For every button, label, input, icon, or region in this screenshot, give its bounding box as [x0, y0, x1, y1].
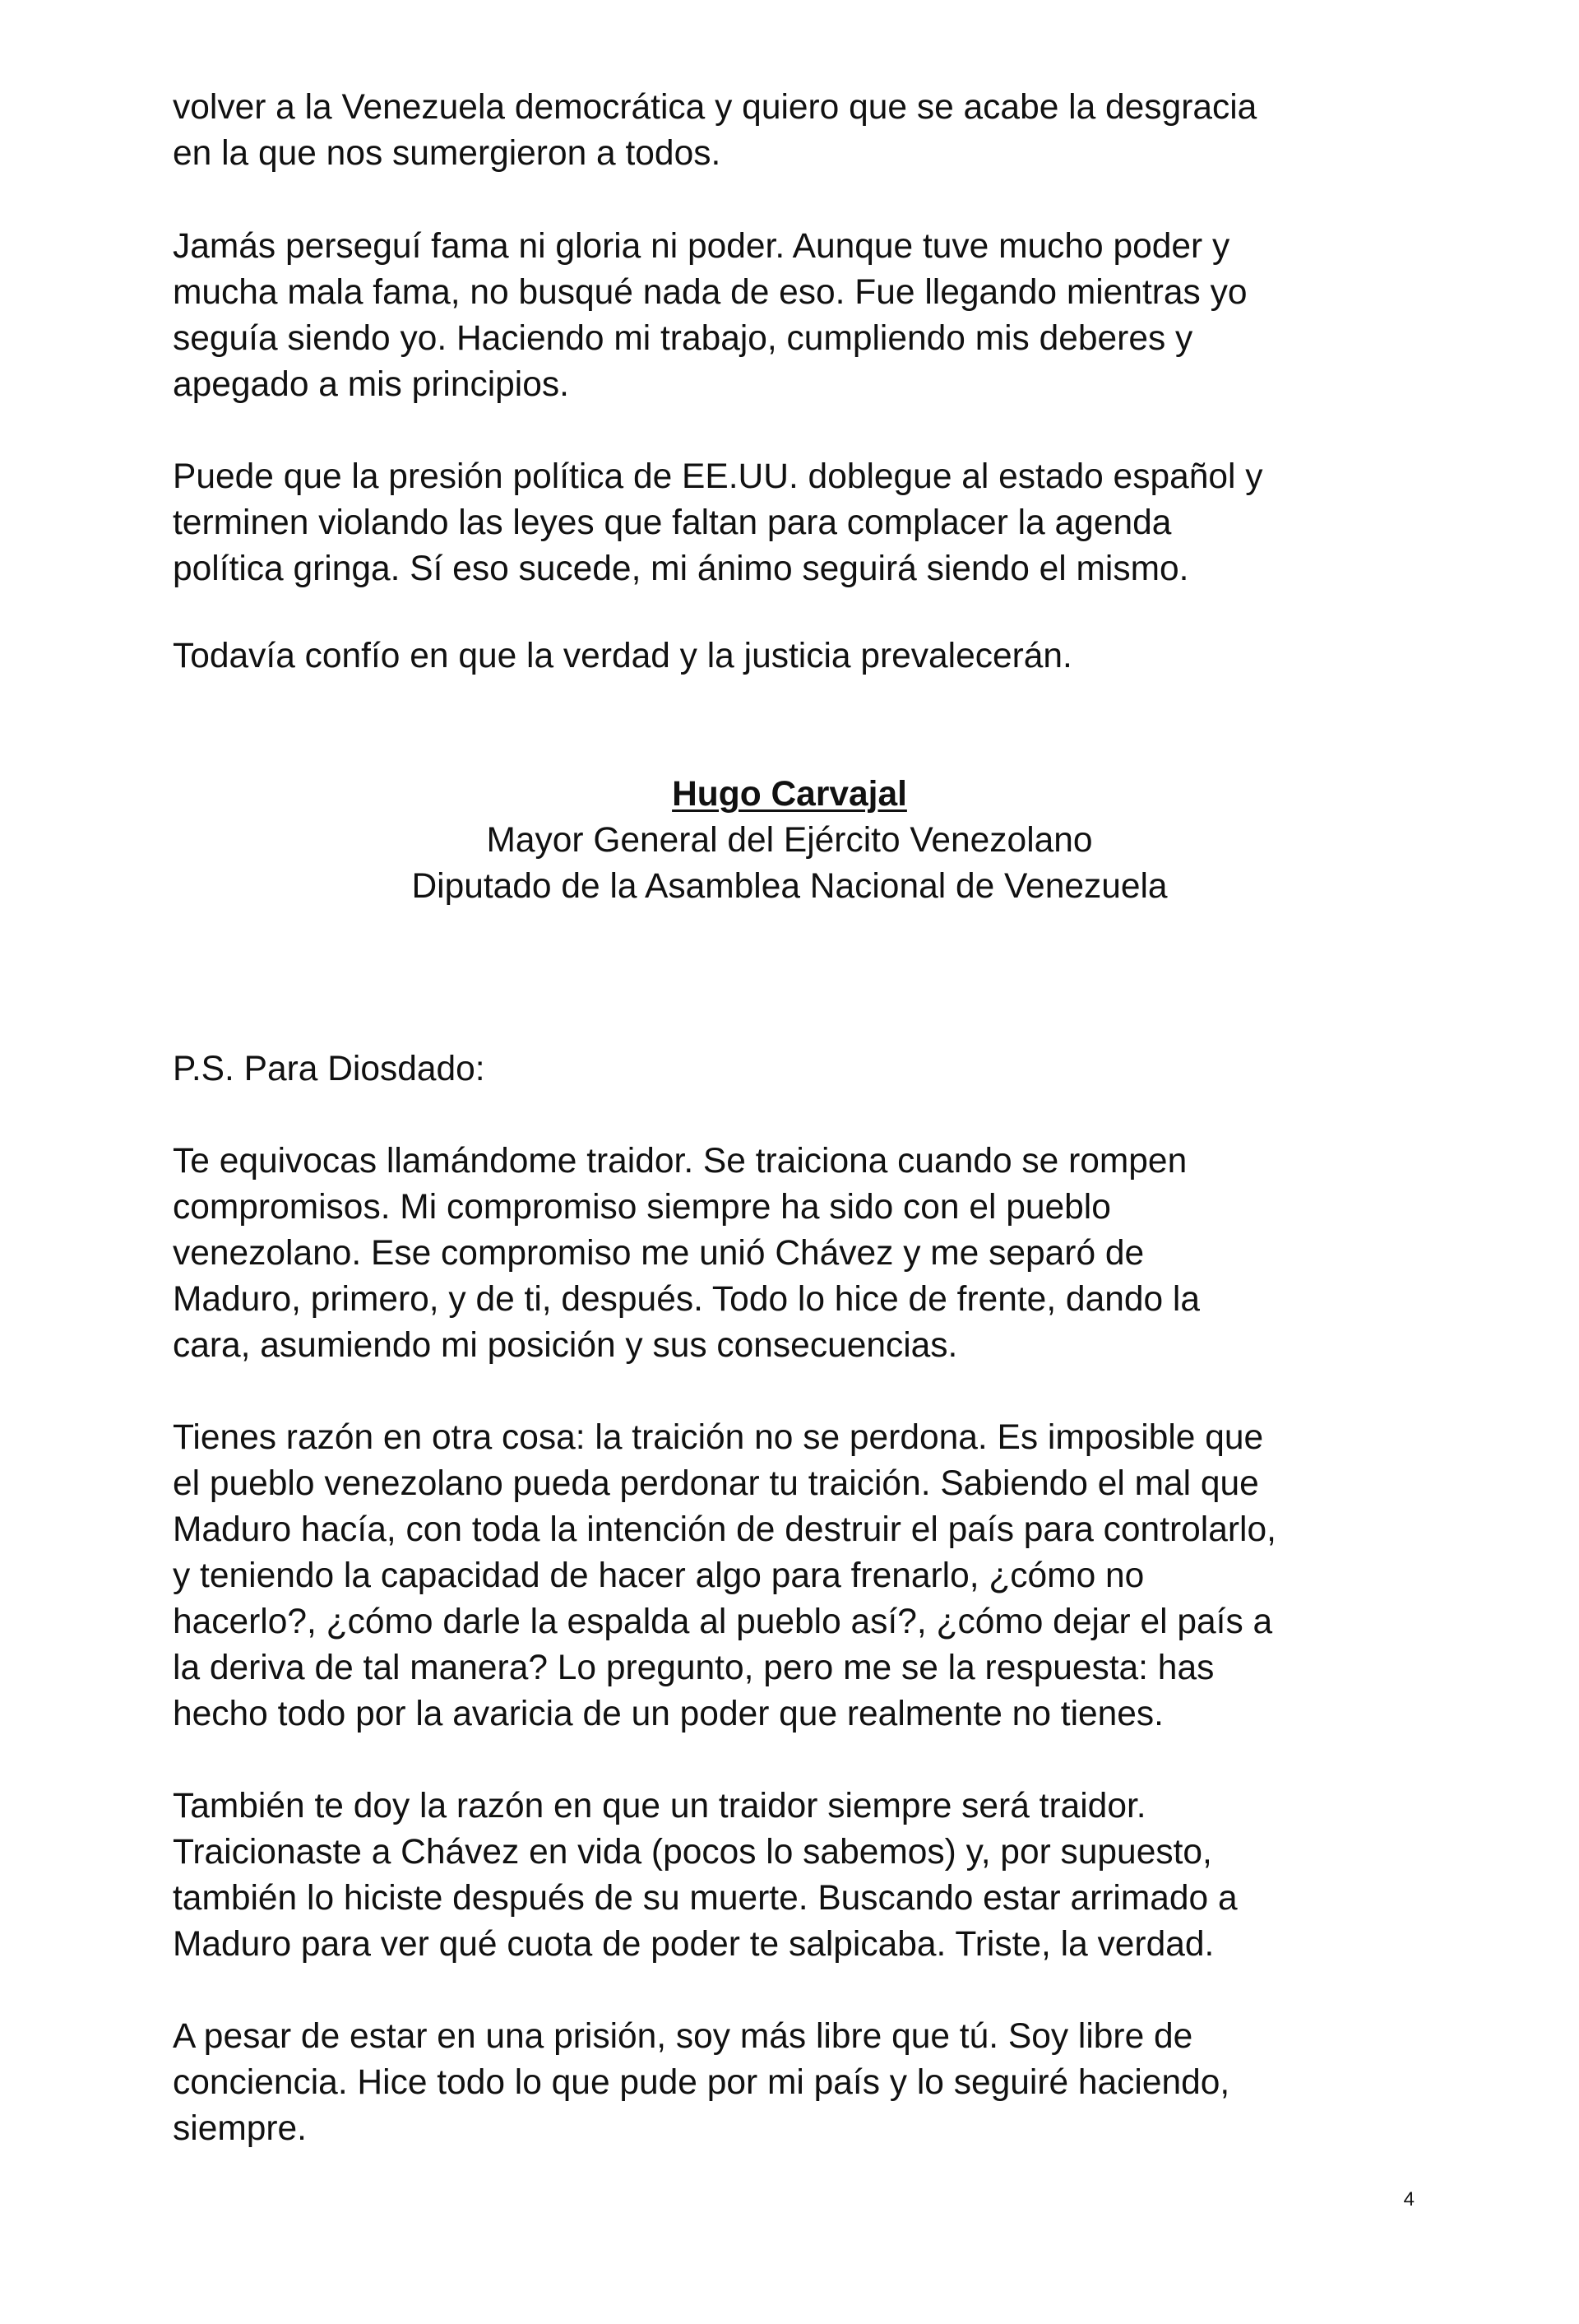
text-line: el pueblo venezolano pueda perdonar tu traición. Sabiendo el mal que: [173, 1464, 1259, 1503]
text-line: apegado a mis principios.: [173, 365, 569, 404]
postscript-paragraph-2: [173, 1415, 1406, 1737]
signature-name: Hugo Carvajal: [672, 775, 907, 814]
text-line: Maduro hacía, con toda la intención de destruir el país para controlarlo,: [173, 1510, 1276, 1549]
text-line: terminen violando las leyes que faltan para complacer la agenda: [173, 503, 1172, 542]
text-line: la deriva de tal manera? Lo pregunto, pero me se la respuesta: has: [173, 1649, 1215, 1687]
paragraph-4: [173, 633, 1406, 680]
paragraph-2: [173, 224, 1406, 408]
text-line: Tienes razón en otra cosa: la traición no se perdona. Es imposible que: [173, 1418, 1264, 1457]
text-line: en la que nos sumergieron a todos.: [173, 134, 721, 173]
text-line: volver a la Venezuela democrática y quiero que se acabe la desgracia: [173, 88, 1257, 127]
text-line: También te doy la razón en que un traidor siempre será traidor.: [173, 1787, 1146, 1825]
text-line: también lo hiciste después de su muerte. Buscando estar arrimado a: [173, 1879, 1238, 1918]
text-line: Traicionaste a Chávez en vida (pocos lo sabemos) y, por supuesto,: [173, 1833, 1212, 1872]
text-line: siempre.: [173, 2109, 307, 2148]
text-line: hacerlo?, ¿cómo darle la espalda al pueblo así?, ¿cómo dejar el país a: [173, 1603, 1273, 1641]
text-line: mucha mala fama, no busqué nada de eso. Fue llegando mientras yo: [173, 273, 1248, 312]
signature-title-1: Mayor General del Ejército Venezolano: [486, 821, 1093, 860]
text-line: Maduro para ver qué cuota de poder te salpicaba. Triste, la verdad.: [173, 1925, 1215, 1964]
text-line: compromisos. Mi compromiso siempre ha sido con el pueblo: [173, 1188, 1111, 1227]
text-line: seguía siendo yo. Haciendo mi trabajo, cumpliendo mis deberes y: [173, 319, 1193, 358]
page-number: 4: [1403, 2188, 1415, 2210]
text-line: Puede que la presión política de EE.UU. doblegue al estado español y: [173, 457, 1263, 496]
text-line: y teniendo la capacidad de hacer algo para frenarlo, ¿cómo no: [173, 1556, 1145, 1595]
signature-block: [0, 772, 1579, 910]
text-line: Todavía confío en que la verdad y la justicia prevalecerán.: [173, 637, 1072, 675]
text-line: P.S. Para Diosdado:: [173, 1050, 485, 1088]
text-line: Jamás perseguí fama ni gloria ni poder. Aunque tuve mucho poder y: [173, 227, 1230, 266]
signature-title-2: Diputado de la Asamblea Nacional de Venezuela: [411, 867, 1168, 906]
postscript-heading: [173, 1046, 1406, 1092]
text-line: A pesar de estar en una prisión, soy más libre que tú. Soy libre de: [173, 2017, 1193, 2056]
text-line: venezolano. Ese compromiso me unió Chávez y me separó de: [173, 1234, 1145, 1273]
paragraph-3: [173, 454, 1406, 592]
text-line: política gringa. Sí eso sucede, mi ánimo seguirá siendo el mismo.: [173, 550, 1189, 588]
paragraph-1: [173, 85, 1406, 177]
text-line: hecho todo por la avaricia de un poder que realmente no tienes.: [173, 1695, 1164, 1733]
text-line: Te equivocas llamándome traidor. Se traiciona cuando se rompen: [173, 1142, 1188, 1181]
postscript-paragraph-3: [173, 1784, 1406, 1968]
postscript-paragraph-1: [173, 1139, 1406, 1369]
postscript-paragraph-4: [173, 2014, 1406, 2152]
text-line: conciencia. Hice todo lo que pude por mi país y lo seguiré haciendo,: [173, 2063, 1230, 2102]
text-line: Maduro, primero, y de ti, después. Todo lo hice de frente, dando la: [173, 1280, 1200, 1319]
text-line: cara, asumiendo mi posición y sus consecuencias.: [173, 1326, 958, 1365]
